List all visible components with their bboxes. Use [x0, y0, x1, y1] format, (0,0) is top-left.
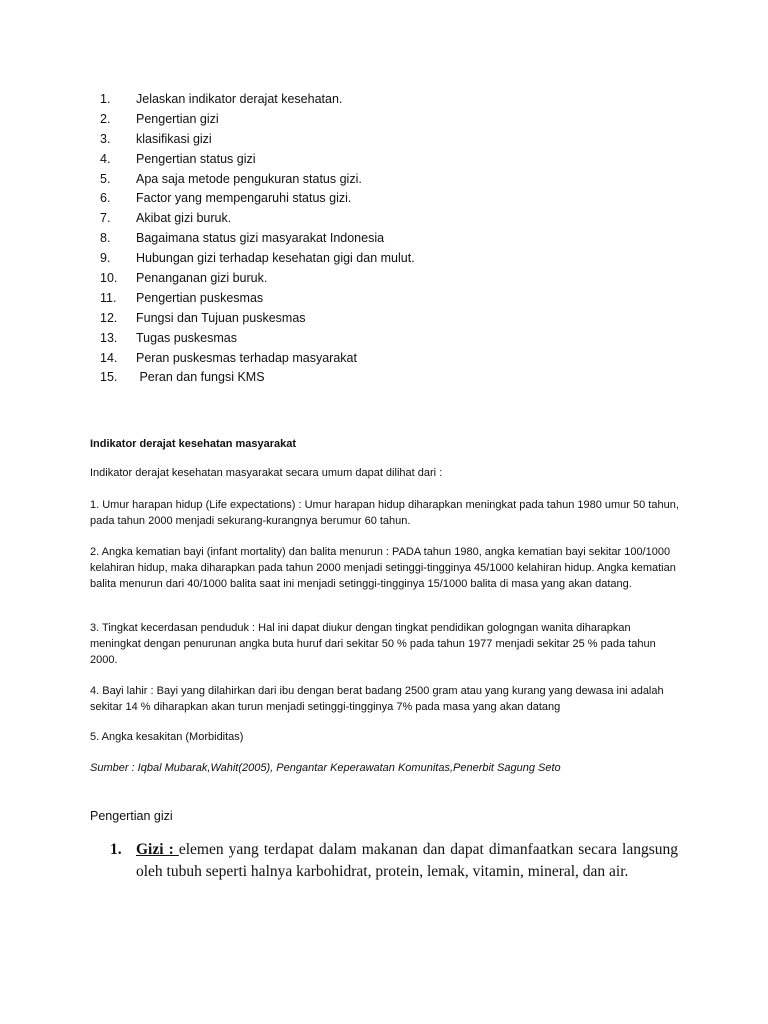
- list-number: 1.: [100, 92, 111, 106]
- list-number: 6.: [100, 191, 111, 206]
- list-text: Pengertian gizi: [136, 111, 219, 126]
- list-item: [100, 249, 415, 269]
- list-text: Akibat gizi buruk.: [136, 211, 232, 226]
- list-text: Fungsi dan Tujuan puskesmas: [136, 310, 306, 325]
- list-text: Penanganan gizi buruk.: [136, 271, 268, 286]
- list-text: klasifikasi gizi: [136, 131, 212, 146]
- list-item: [100, 150, 415, 170]
- list-text: Apa saja metode pengukuran status gizi.: [136, 171, 362, 186]
- definition-term: Gizi :: [136, 841, 179, 858]
- list-number: 15.: [100, 370, 118, 385]
- definition-text: elemen yang terdapat dalam makanan dan dapat dimanfaatkan secara langsung oleh tubuh seperti halnya karbohidrat, protein, lemak, vitamin, mineral, dan air.: [136, 841, 678, 880]
- section-heading: Pengertian gizi: [90, 809, 173, 823]
- list-item: [100, 289, 415, 309]
- indicator-paragraph: 4. Bayi lahir : Bayi yang dilahirkan dari ibu dengan berat badang 2500 gram atau yang kurang yang dewasa ini adalah sekitar 14 % diharapkan akan turun menjadi setinggi-tingginya 7% pada masa yang akan datang: [90, 685, 664, 713]
- question-list: [100, 90, 415, 388]
- list-number: 11.: [100, 290, 117, 305]
- list-text: Pengertian status gizi: [136, 151, 256, 166]
- list-text: Peran puskesmas terhadap masyarakat: [136, 350, 357, 365]
- list-item: [100, 209, 415, 229]
- list-item: [100, 368, 415, 388]
- list-item: [100, 309, 415, 329]
- indicator-paragraph: 5. Angka kesakitan (Morbiditas): [90, 731, 244, 743]
- list-number: 5.: [100, 171, 111, 186]
- list-number: 7.: [100, 211, 111, 226]
- section-intro: Indikator derajat kesehatan masyarakat secara umum dapat dilihat dari :: [90, 467, 443, 479]
- list-item: [100, 269, 415, 289]
- indicator-paragraph: 1. Umur harapan hidup (Life expectations) : Umur harapan hidup diharapkan meningkat pada tahun 1980 umur 50 tahun, pada tahun 2000 menjadi sekurang-kurangnya berumur 60 tahun.: [90, 499, 679, 527]
- definition-item: [110, 839, 678, 883]
- list-number: 10.: [100, 271, 118, 286]
- list-number: 4.: [100, 151, 111, 166]
- list-text: Peran dan fungsi KMS: [136, 370, 265, 385]
- list-number: 14.: [100, 350, 118, 365]
- list-number: 3.: [100, 131, 111, 146]
- list-item: [100, 110, 415, 130]
- list-number: 8.: [100, 231, 111, 246]
- indicator-paragraph: 3. Tingkat kecerdasan penduduk : Hal ini dapat diukur dengan tingkat pendidikan gologngan wanita diharapkan meningkat dengan penurunan angka buta huruf dari sekitar 50 % pada tahun 1977 menjadi sekitar 25 % pada tahun 2000.: [90, 622, 656, 666]
- indicator-paragraph: 2. Angka kematian bayi (infant mortality) dan balita menurun : PADA tahun 1980, angka kematian bayi sekitar 100/1000 kelahiran hidup, maka diharapkan pada tahun 2000 menjadi setinggi-tingginya 45/1000 kelahiran hidup. Angka kematian balita menurun dari 40/1000 balita saat ini menjadi setinggi-tingginya 15/1000 balita di masa yang akan datang.: [90, 546, 676, 590]
- definition-number: 1.: [110, 841, 122, 858]
- list-number: 13.: [100, 330, 118, 345]
- section-title: Indikator derajat kesehatan masyarakat: [90, 438, 297, 450]
- list-text: Tugas puskesmas: [136, 330, 237, 345]
- list-item: [100, 130, 415, 150]
- list-number: 2.: [100, 111, 111, 126]
- list-text: Bagaimana status gizi masyarakat Indonesia: [136, 231, 385, 246]
- list-item: [100, 349, 415, 369]
- list-item: [100, 229, 415, 249]
- list-item: [100, 189, 415, 209]
- list-item: [100, 170, 415, 190]
- list-text: Hubungan gizi terhadap kesehatan gigi dan mulut.: [136, 251, 415, 266]
- definition-body: [136, 839, 678, 883]
- list-item: [100, 90, 415, 110]
- list-number: 12.: [100, 310, 118, 325]
- list-text: Jelaskan indikator derajat kesehatan.: [136, 92, 343, 106]
- list-text: Pengertian puskesmas: [136, 290, 264, 305]
- source-citation: Sumber : Iqbal Mubarak,Wahit(2005), Pengantar Keperawatan Komunitas,Penerbit Sagung Seto: [90, 762, 561, 774]
- list-item: [100, 329, 415, 349]
- list-text: Factor yang mempengaruhi status gizi.: [136, 191, 352, 206]
- list-number: 9.: [100, 251, 111, 266]
